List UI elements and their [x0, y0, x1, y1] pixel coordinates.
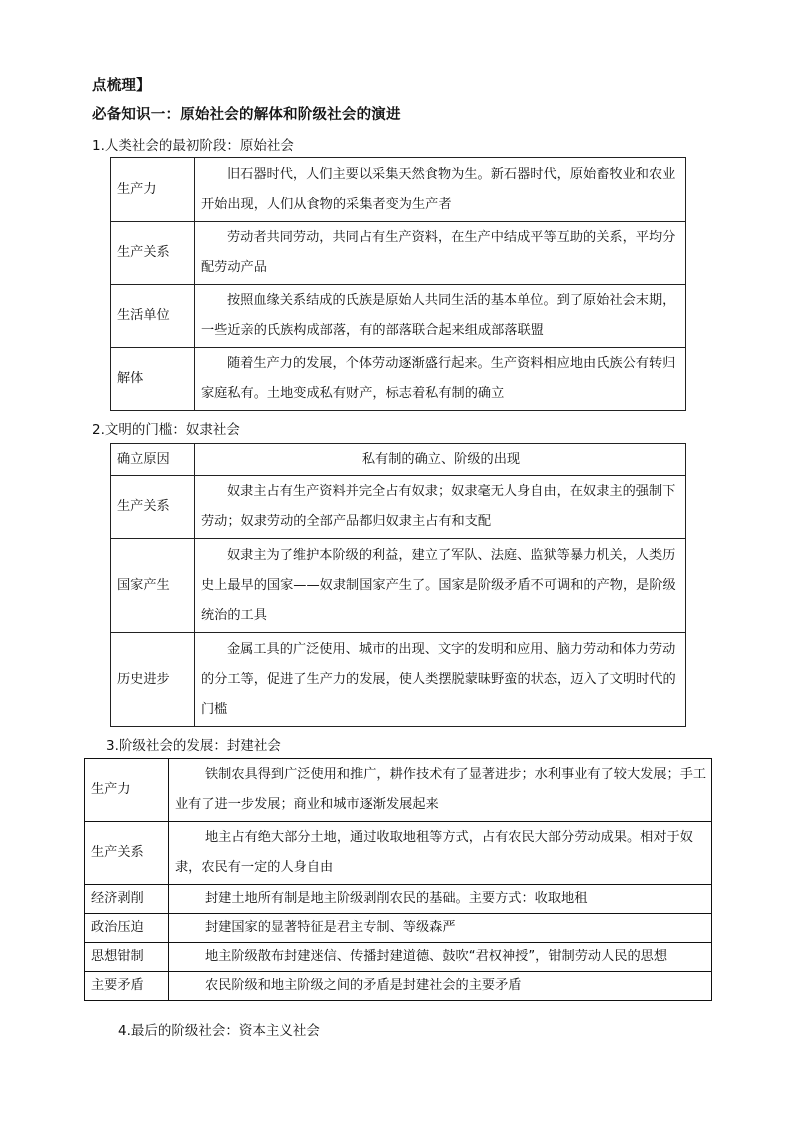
row-label: 生产关系	[111, 476, 195, 539]
row-content: 奴隶主为了维护本阶级的利益，建立了军队、法庭、监狱等暴力机关，人类历史上最早的国家——奴隶制国家产生了。国家是阶级矛盾不可调和的产物，是阶级统治的工具	[195, 539, 686, 633]
row-content: 按照血缘关系结成的氏族是原始人共同生活的基本单位。到了原始社会末期，一些近亲的氏族构成部落，有的部落联合起来组成部落联盟	[195, 285, 686, 348]
row-content: 随着生产力的发展，个体劳动逐渐盛行起来。生产资料相应地由氏族公有转归家庭私有。土地变成私有财产，标志着私有制的确立	[195, 348, 686, 411]
row-label: 生产关系	[85, 822, 169, 885]
row-label: 生产力	[111, 158, 195, 222]
table-row	[85, 943, 712, 972]
row-content: 奴隶主占有生产资料并完全占有奴隶；奴隶毫无人身自由，在奴隶主的强制下劳动；奴隶劳动的全部产品都归奴隶主占有和支配	[195, 476, 686, 539]
row-label: 思想钳制	[85, 943, 169, 972]
feudal-society-table	[84, 758, 712, 1001]
table-row	[85, 822, 712, 885]
section2-heading: 2.文明的门槛：奴隶社会	[92, 422, 240, 438]
table-row	[85, 972, 712, 1001]
row-content: 私有制的确立、阶级的出现	[195, 444, 686, 476]
table-row	[85, 759, 712, 822]
row-label: 生产关系	[111, 222, 195, 285]
row-label: 历史进步	[111, 633, 195, 727]
row-content: 封建国家的显著特征是君主专制、等级森严	[169, 914, 712, 943]
table-row	[111, 222, 686, 285]
row-content: 铁制农具得到广泛使用和推广，耕作技术有了显著进步；水利事业有了较大发展；手工业有了进一步发展；商业和城市逐渐发展起来	[169, 759, 712, 822]
section1-heading: 1.人类社会的最初阶段：原始社会	[92, 138, 294, 154]
table-row	[111, 539, 686, 633]
row-label: 确立原因	[111, 444, 195, 476]
row-content: 劳动者共同劳动，共同占有生产资料，在生产中结成平等互助的关系，平均分配劳动产品	[195, 222, 686, 285]
primitive-society-table	[110, 157, 686, 411]
table-row	[85, 885, 712, 914]
row-label: 经济剥削	[85, 885, 169, 914]
row-content: 农民阶级和地主阶级之间的矛盾是封建社会的主要矛盾	[169, 972, 712, 1001]
table-row	[111, 633, 686, 727]
row-label: 主要矛盾	[85, 972, 169, 1001]
section4-heading: 4.最后的阶级社会：资本主义社会	[118, 1023, 320, 1039]
row-content: 金属工具的广泛使用、城市的出现、文字的发明和应用、脑力劳动和体力劳动的分工等，促进了生产力的发展，使人类摆脱蒙昧野蛮的状态，迈入了文明时代的门槛	[195, 633, 686, 727]
slave-society-table	[110, 443, 686, 727]
row-content: 旧石器时代，人们主要以采集天然食物为生。新石器时代，原始畜牧业和农业开始出现，人们从食物的采集者变为生产者	[195, 158, 686, 222]
row-label: 解体	[111, 348, 195, 411]
table-row	[111, 285, 686, 348]
knowledge-point-title: 必备知识一：原始社会的解体和阶级社会的演进	[92, 107, 401, 123]
table-row	[111, 476, 686, 539]
table-row	[111, 444, 686, 476]
row-label: 生活单位	[111, 285, 195, 348]
table-row	[111, 158, 686, 222]
row-content: 地主占有绝大部分土地，通过收取地租等方式，占有农民大部分劳动成果。相对于奴隶，农民有一定的人身自由	[169, 822, 712, 885]
table-row	[85, 914, 712, 943]
section3-heading: 3.阶级社会的发展：封建社会	[106, 738, 281, 754]
section-title: 点梳理】	[92, 78, 151, 94]
row-label: 生产力	[85, 759, 169, 822]
table-row	[111, 348, 686, 411]
row-content: 地主阶级散布封建迷信、传播封建道德、鼓吹“君权神授”，钳制劳动人民的思想	[169, 943, 712, 972]
row-label: 政治压迫	[85, 914, 169, 943]
row-content: 封建土地所有制是地主阶级剥削农民的基础。主要方式：收取地租	[169, 885, 712, 914]
row-label: 国家产生	[111, 539, 195, 633]
